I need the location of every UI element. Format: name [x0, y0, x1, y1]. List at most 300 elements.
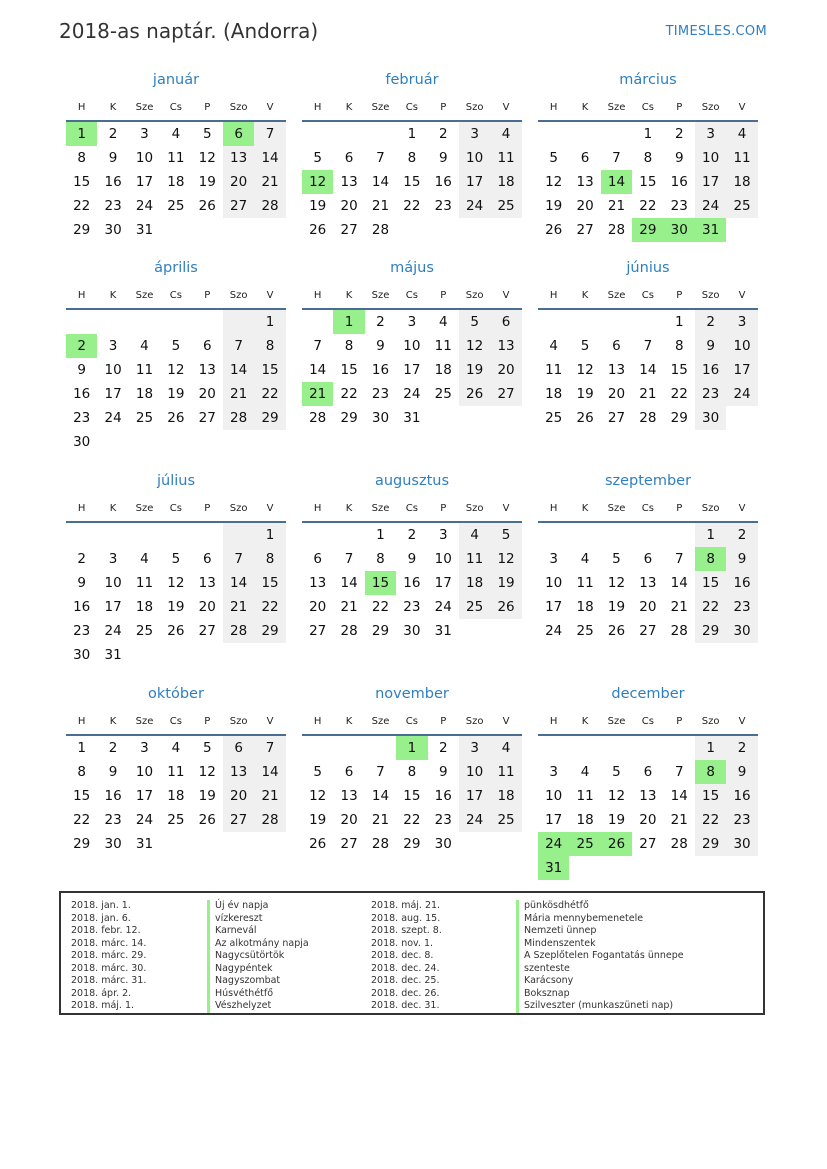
day-cell: 6 — [643, 764, 653, 780]
day-cell: 27 — [576, 222, 594, 238]
day-cell: 25 — [434, 386, 452, 402]
day-cell: 27 — [309, 623, 327, 639]
day-cell: 14 — [670, 788, 688, 804]
legend-holiday-name: Nagyszombat — [207, 975, 309, 988]
day-cell: 19 — [607, 599, 626, 615]
holiday-day: 12 — [302, 170, 333, 194]
day-cell: 15 — [695, 784, 726, 808]
weekday-label: K — [109, 716, 117, 727]
day-cell: 30 — [73, 434, 91, 450]
day-grid — [538, 122, 758, 242]
empty-cell — [223, 523, 254, 547]
day-cell: 28 — [670, 836, 688, 852]
weekday-label: P — [676, 290, 683, 301]
legend-date: 2018. márc. 29. — [71, 950, 147, 961]
day-cell: 1 — [643, 126, 653, 142]
weekday-label: Cs — [641, 290, 654, 301]
legend-holiday-name: Karnevál — [207, 925, 309, 938]
day-cell: 29 — [340, 410, 358, 426]
day-cell: 5 — [171, 551, 181, 567]
holiday-day: 2 — [66, 334, 97, 358]
day-cell: 11 — [545, 362, 563, 378]
empty-cell — [569, 736, 600, 760]
day-cell: 28 — [254, 808, 285, 832]
legend-date: 2018. jan. 6. — [71, 912, 131, 924]
day-grid — [66, 736, 286, 856]
day-cell: 20 — [607, 386, 626, 402]
day-cell: 11 — [490, 760, 521, 784]
day-cell: 15 — [73, 788, 91, 804]
weekday-label: Cs — [405, 716, 418, 727]
day-cell: 13 — [223, 146, 254, 170]
weekday-label: V — [738, 102, 746, 113]
weekday-label: Cs — [169, 290, 182, 301]
day-cell: 20 — [639, 599, 657, 615]
month-name: december — [611, 686, 685, 702]
day-cell: 16 — [726, 571, 757, 595]
day-cell: 15 — [340, 362, 358, 378]
day-cell: 25 — [167, 198, 185, 214]
day-cell: 3 — [459, 736, 490, 760]
day-cell: 19 — [198, 174, 216, 190]
day-cell: 22 — [670, 386, 688, 402]
day-cell: 25 — [545, 410, 563, 426]
empty-cell — [569, 310, 600, 334]
weekday-label: P — [440, 102, 447, 113]
month-name: március — [619, 72, 677, 88]
weekday-label: Sze — [135, 716, 154, 727]
day-cell: 15 — [73, 174, 91, 190]
day-cell: 27 — [607, 410, 626, 426]
day-cell: 2 — [438, 126, 448, 142]
day-cell: 12 — [167, 362, 185, 378]
day-cell: 22 — [73, 812, 91, 828]
weekday-label: P — [204, 716, 211, 727]
empty-cell — [601, 523, 632, 547]
day-cell: 14 — [223, 358, 254, 382]
weekday-header — [538, 284, 758, 310]
day-grid — [302, 310, 522, 430]
weekday-label: Cs — [405, 102, 418, 113]
day-cell: 10 — [545, 788, 563, 804]
day-cell: 8 — [254, 547, 285, 571]
day-cell: 23 — [73, 410, 91, 426]
day-cell: 10 — [459, 760, 490, 784]
day-cell: 4 — [459, 523, 490, 547]
month-block — [538, 684, 758, 880]
day-cell: 29 — [695, 832, 726, 856]
holiday-day: 1 — [333, 310, 364, 334]
day-cell: 21 — [371, 812, 390, 828]
weekday-header — [66, 96, 286, 122]
day-cell: 11 — [490, 146, 521, 170]
day-cell: 17 — [459, 784, 490, 808]
day-cell: 6 — [643, 551, 653, 567]
day-cell: 25 — [726, 194, 757, 218]
day-cell: 12 — [198, 150, 216, 166]
day-cell: 21 — [607, 198, 626, 214]
month-name: április — [154, 260, 198, 276]
day-cell: 28 — [254, 194, 285, 218]
month-name: november — [375, 686, 449, 702]
day-cell: 18 — [576, 812, 594, 828]
day-cell: 30 — [104, 222, 122, 238]
day-cell: 3 — [459, 122, 490, 146]
month-name: február — [385, 72, 439, 88]
day-cell: 23 — [726, 595, 757, 619]
month-block — [302, 684, 522, 856]
day-cell: 1 — [407, 126, 417, 142]
day-cell: 11 — [167, 764, 185, 780]
legend-holiday-name: szenteste — [516, 963, 684, 976]
day-cell: 8 — [344, 338, 354, 354]
day-cell: 21 — [340, 599, 358, 615]
day-cell: 20 — [309, 599, 327, 615]
day-cell: 23 — [403, 599, 421, 615]
day-cell: 8 — [407, 764, 417, 780]
day-cell: 27 — [639, 836, 657, 852]
month-block — [302, 471, 522, 643]
day-cell: 5 — [612, 551, 621, 567]
day-cell: 4 — [490, 122, 521, 146]
day-cell: 26 — [309, 222, 327, 238]
day-cell: 20 — [223, 784, 254, 808]
empty-cell — [601, 122, 632, 146]
day-cell: 1 — [77, 740, 86, 756]
day-cell: 1 — [254, 310, 285, 334]
weekday-label: K — [109, 503, 117, 514]
day-grid — [66, 523, 286, 667]
day-cell: 8 — [77, 150, 86, 166]
day-cell: 30 — [726, 832, 757, 856]
legend-date: 2018. nov. 1. — [371, 937, 434, 949]
legend-date: 2018. ápr. 2. — [71, 987, 132, 999]
day-cell: 15 — [670, 362, 688, 378]
day-cell: 17 — [403, 362, 421, 378]
day-cell: 26 — [167, 623, 185, 639]
day-cell: 29 — [403, 836, 421, 852]
day-cell: 15 — [254, 571, 285, 595]
month-block — [302, 258, 522, 430]
day-cell: 7 — [344, 551, 354, 567]
weekday-label: K — [345, 102, 353, 113]
day-cell: 24 — [135, 812, 154, 828]
month-block — [66, 70, 286, 242]
legend-date: 2018. dec. 24. — [371, 962, 440, 974]
weekday-header — [302, 710, 522, 736]
day-cell: 4 — [171, 126, 181, 142]
day-cell: 9 — [726, 760, 757, 784]
day-cell: 21 — [670, 599, 688, 615]
day-cell: 30 — [104, 836, 122, 852]
day-cell: 24 — [135, 198, 154, 214]
weekday-label: H — [313, 102, 322, 113]
weekday-label: Sze — [607, 503, 626, 514]
weekday-label: P — [204, 503, 211, 514]
weekday-label: Szo — [465, 102, 484, 113]
empty-cell — [333, 736, 364, 760]
day-cell: 12 — [607, 575, 626, 591]
day-grid — [538, 310, 758, 430]
holiday-day: 31 — [695, 218, 726, 242]
weekday-label: Sze — [607, 290, 626, 301]
brand-link[interactable]: TIMESLES.COM — [665, 24, 767, 39]
empty-cell — [302, 523, 333, 547]
day-cell: 20 — [340, 812, 358, 828]
month-name: június — [626, 260, 670, 276]
empty-cell — [538, 523, 569, 547]
weekday-label: K — [581, 716, 589, 727]
day-cell: 2 — [438, 740, 448, 756]
day-cell: 7 — [254, 736, 285, 760]
empty-cell — [333, 122, 364, 146]
legend-holiday-name: Nagypéntek — [207, 963, 309, 976]
day-grid — [302, 736, 522, 856]
day-cell: 25 — [167, 812, 185, 828]
day-cell: 20 — [639, 812, 657, 828]
day-cell: 21 — [223, 595, 254, 619]
empty-cell — [192, 523, 223, 547]
holiday-day: 15 — [365, 571, 396, 595]
day-cell: 19 — [545, 198, 563, 214]
weekday-header — [302, 497, 522, 523]
day-cell: 24 — [459, 808, 490, 832]
day-cell: 1 — [376, 527, 385, 543]
legend-date: 2018. febr. 12. — [71, 925, 141, 936]
day-cell: 26 — [167, 410, 185, 426]
day-cell: 10 — [135, 150, 154, 166]
day-cell: 15 — [403, 788, 421, 804]
day-cell: 3 — [140, 740, 149, 756]
day-cell: 14 — [340, 575, 358, 591]
day-cell: 26 — [198, 198, 216, 214]
day-cell: 13 — [340, 788, 358, 804]
day-cell: 18 — [490, 170, 521, 194]
weekday-label: Szo — [701, 503, 720, 514]
day-cell: 1 — [254, 523, 285, 547]
day-cell: 3 — [695, 122, 726, 146]
day-cell: 11 — [576, 575, 594, 591]
day-cell: 9 — [77, 362, 86, 378]
empty-cell — [601, 310, 632, 334]
weekday-header — [538, 710, 758, 736]
weekday-label: Szo — [701, 716, 720, 727]
day-cell: 28 — [639, 410, 657, 426]
holiday-day: 25 — [569, 832, 600, 856]
weekday-label: Sze — [371, 102, 390, 113]
legend-date: 2018. dec. 26. — [371, 987, 440, 999]
day-cell: 24 — [726, 382, 757, 406]
day-cell: 27 — [340, 222, 358, 238]
day-cell: 13 — [223, 760, 254, 784]
day-cell: 10 — [434, 551, 452, 567]
day-cell: 17 — [434, 575, 452, 591]
day-grid — [66, 310, 286, 454]
holiday-day: 30 — [664, 218, 695, 242]
day-cell: 5 — [612, 764, 621, 780]
day-cell: 5 — [549, 150, 558, 166]
day-cell: 16 — [403, 575, 421, 591]
day-cell: 21 — [223, 382, 254, 406]
empty-cell — [302, 310, 333, 334]
day-cell: 3 — [549, 764, 558, 780]
month-block — [538, 258, 758, 430]
day-cell: 17 — [695, 170, 726, 194]
month-name: május — [390, 260, 434, 276]
empty-cell — [97, 523, 128, 547]
day-cell: 20 — [223, 170, 254, 194]
day-cell: 5 — [490, 523, 521, 547]
weekday-label: H — [77, 290, 86, 301]
legend-holiday-name: A Szeplőtelen Fogantatás ünnepe — [516, 950, 684, 963]
weekday-label: P — [440, 290, 447, 301]
weekday-label: P — [676, 503, 683, 514]
legend-names-col-2 — [516, 900, 684, 1013]
weekday-label: K — [109, 290, 117, 301]
day-cell: 13 — [607, 362, 626, 378]
legend-date: 2018. aug. 15. — [371, 912, 441, 924]
day-cell: 28 — [670, 623, 688, 639]
day-cell: 6 — [202, 338, 212, 354]
day-cell: 7 — [223, 547, 254, 571]
legend-date: 2018. jan. 1. — [71, 900, 131, 911]
day-cell: 2 — [77, 551, 86, 567]
day-cell: 14 — [309, 362, 327, 378]
day-cell: 3 — [108, 338, 118, 354]
day-cell: 4 — [140, 551, 149, 567]
day-cell: 6 — [580, 150, 590, 166]
weekday-label: K — [345, 503, 353, 514]
day-cell: 20 — [198, 386, 216, 402]
weekday-label: K — [345, 290, 353, 301]
weekday-label: P — [204, 102, 211, 113]
legend-date: 2018. máj. 1. — [71, 1000, 135, 1011]
day-cell: 12 — [607, 788, 626, 804]
day-cell: 4 — [726, 122, 757, 146]
day-cell: 10 — [135, 764, 154, 780]
weekday-header — [538, 96, 758, 122]
day-cell: 21 — [371, 198, 390, 214]
weekday-label: Cs — [169, 503, 182, 514]
day-cell: 14 — [254, 146, 285, 170]
day-cell: 4 — [140, 338, 149, 354]
day-cell: 4 — [549, 338, 558, 354]
day-cell: 28 — [371, 836, 390, 852]
day-cell: 25 — [135, 623, 154, 639]
day-cell: 25 — [135, 410, 154, 426]
day-cell: 11 — [135, 362, 154, 378]
day-cell: 22 — [695, 595, 726, 619]
empty-cell — [632, 736, 663, 760]
day-cell: 7 — [643, 338, 653, 354]
weekday-label: V — [502, 290, 510, 301]
day-cell: 2 — [108, 740, 118, 756]
day-cell: 7 — [674, 551, 684, 567]
day-cell: 2 — [726, 523, 757, 547]
weekday-label: P — [676, 102, 683, 113]
day-cell: 10 — [104, 575, 122, 591]
empty-cell — [223, 310, 254, 334]
day-cell: 9 — [438, 150, 448, 166]
empty-cell — [365, 122, 396, 146]
empty-cell — [569, 523, 600, 547]
day-cell: 31 — [135, 222, 154, 238]
day-cell: 17 — [459, 170, 490, 194]
day-cell: 21 — [254, 170, 285, 194]
day-cell: 12 — [490, 547, 521, 571]
month-block — [66, 684, 286, 856]
weekday-label: V — [738, 716, 746, 727]
day-cell: 27 — [490, 382, 521, 406]
day-cell: 13 — [309, 575, 327, 591]
day-cell: 14 — [371, 174, 390, 190]
weekday-label: H — [313, 716, 322, 727]
empty-cell — [160, 310, 191, 334]
day-cell: 9 — [108, 764, 118, 780]
day-cell: 28 — [607, 222, 626, 238]
day-cell: 8 — [376, 551, 385, 567]
day-cell: 28 — [309, 410, 327, 426]
weekday-header — [302, 284, 522, 310]
day-cell: 28 — [223, 406, 254, 430]
weekday-label: P — [204, 290, 211, 301]
legend-holiday-name: vízkereszt — [207, 913, 309, 926]
day-grid — [302, 122, 522, 242]
day-cell: 6 — [490, 310, 521, 334]
weekday-label: K — [109, 102, 117, 113]
holiday-day: 29 — [632, 218, 663, 242]
day-cell: 18 — [135, 386, 154, 402]
weekday-label: K — [581, 290, 589, 301]
day-cell: 9 — [438, 764, 448, 780]
day-cell: 24 — [104, 410, 122, 426]
day-cell: 20 — [198, 599, 216, 615]
day-cell: 12 — [167, 575, 185, 591]
weekday-label: Cs — [405, 290, 418, 301]
legend-holiday-name: Boksznap — [516, 988, 684, 1001]
legend-holiday-name: Szilveszter (munkaszüneti nap) — [516, 1000, 684, 1013]
day-cell: 22 — [403, 812, 421, 828]
day-cell: 7 — [313, 338, 322, 354]
day-cell: 6 — [313, 551, 322, 567]
month-name: január — [152, 72, 200, 88]
day-cell: 1 — [695, 736, 726, 760]
day-cell: 5 — [313, 150, 322, 166]
holiday-day: 24 — [538, 832, 569, 856]
weekday-label: Sze — [371, 716, 390, 727]
empty-cell — [192, 310, 223, 334]
day-cell: 10 — [403, 338, 421, 354]
day-cell: 28 — [223, 619, 254, 643]
empty-cell — [66, 523, 97, 547]
day-cell: 26 — [607, 623, 626, 639]
weekday-header — [538, 497, 758, 523]
weekday-label: V — [266, 716, 274, 727]
empty-cell — [129, 310, 160, 334]
day-cell: 12 — [459, 334, 490, 358]
day-cell: 19 — [607, 812, 626, 828]
empty-cell — [129, 523, 160, 547]
day-cell: 7 — [376, 150, 385, 166]
day-cell: 7 — [612, 150, 621, 166]
day-cell: 30 — [371, 410, 390, 426]
holiday-day: 31 — [538, 856, 569, 880]
day-cell: 25 — [576, 623, 594, 639]
weekday-header — [302, 96, 522, 122]
empty-cell — [538, 122, 569, 146]
day-cell: 9 — [77, 575, 86, 591]
day-cell: 23 — [73, 623, 91, 639]
